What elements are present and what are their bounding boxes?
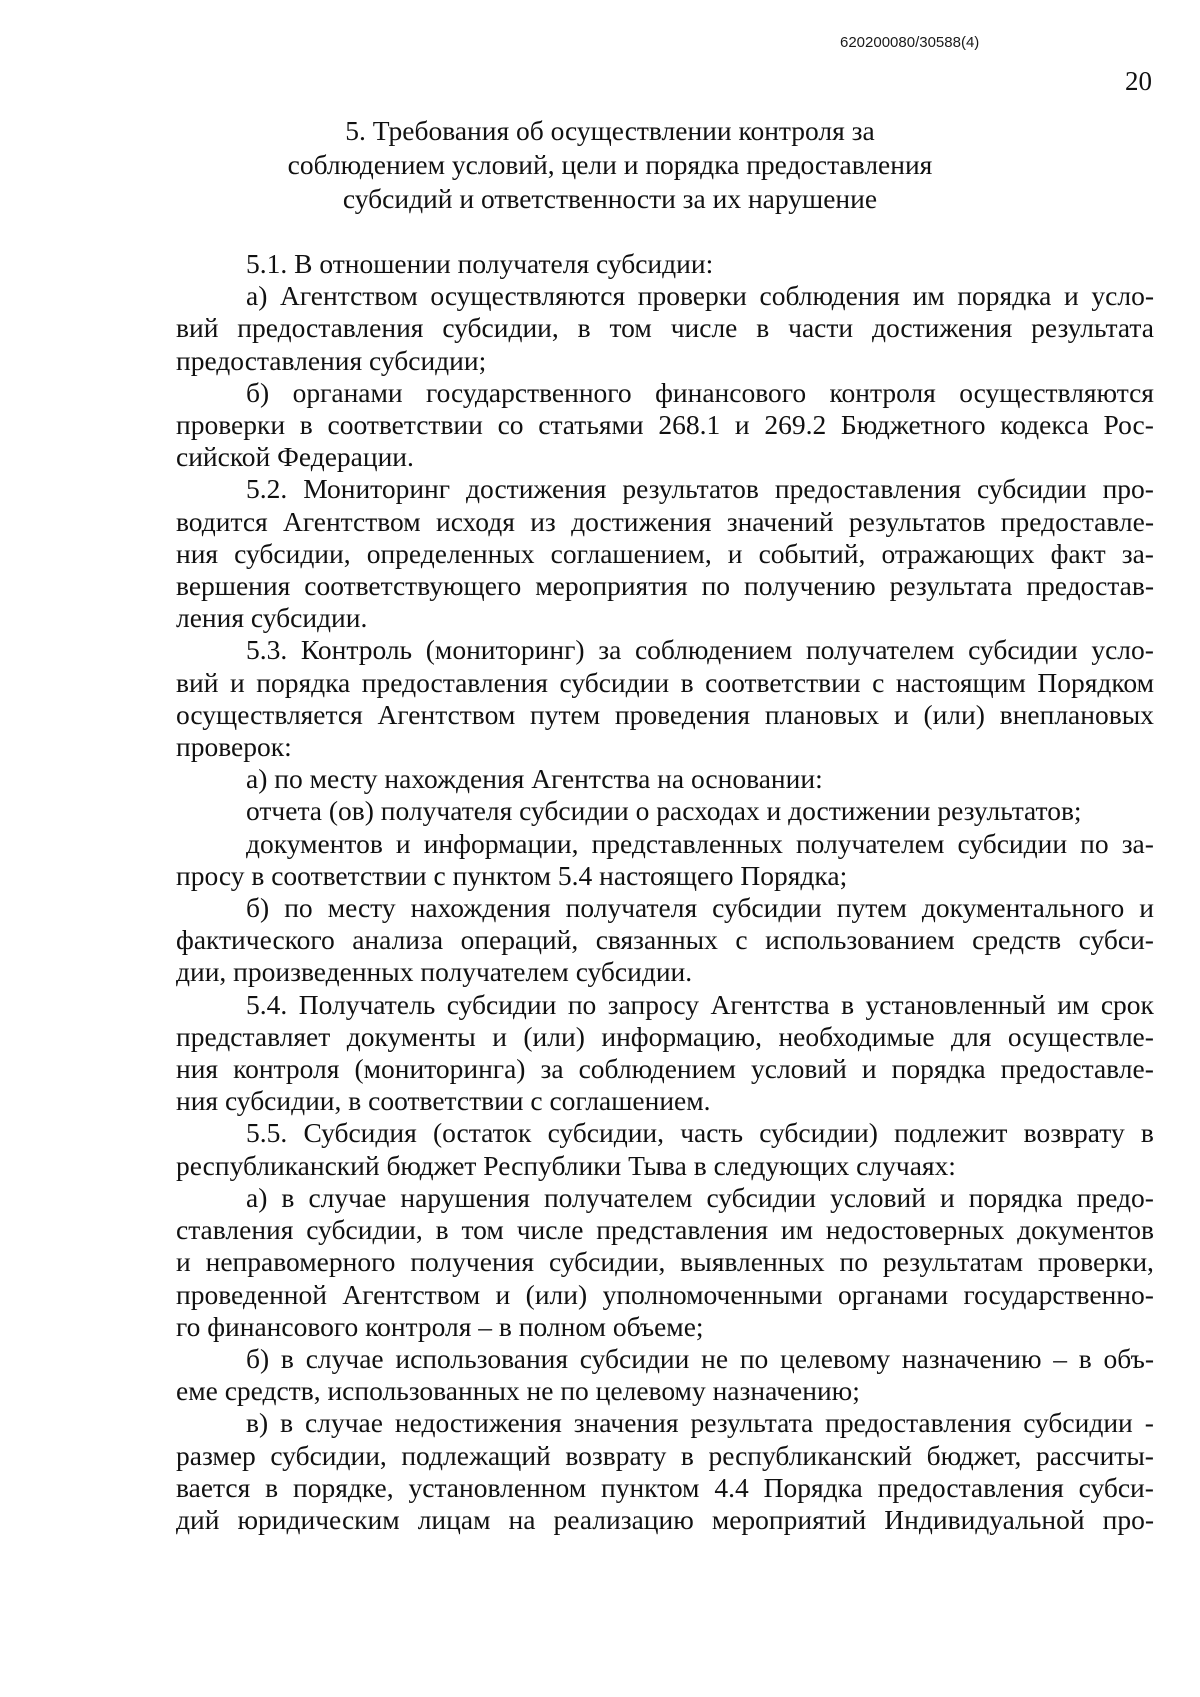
text-line: предоставления субсидии; <box>176 344 487 376</box>
text-line: вается в порядке, установленном пунктом 4.4 Порядка предоставления субси- <box>176 1471 1154 1503</box>
text-line: сийской Федерации. <box>176 441 414 473</box>
text-line: го финансового контроля – в полном объеме; <box>176 1310 704 1342</box>
text-line: б) органами государственного финансового контроля осуществляются <box>246 376 1154 408</box>
section-title-line: соблюдением условий, цели и порядка предоставления <box>287 149 933 180</box>
text-line: б) по месту нахождения получателя субсидии путем документального и <box>246 892 1154 924</box>
text-line: фактического анализа операций, связанных с использованием средств субси- <box>176 924 1154 956</box>
text-line: 5.1. В отношении получателя субсидии: <box>246 248 714 279</box>
text-line: в) в случае недостижения значения результата предоставления субсидии - <box>246 1407 1154 1439</box>
text-line: вершения соответствующего мероприятия по получению результата предостав- <box>176 570 1154 602</box>
page-number: 20 <box>1125 66 1152 96</box>
text-line: 5.3. Контроль (мониторинг) за соблюдением получателем субсидии усло- <box>246 634 1154 666</box>
text-line: дии, произведенных получателем субсидии. <box>176 956 693 988</box>
section-title <box>180 114 1040 216</box>
document-code: 620200080/30588(4) <box>840 34 980 51</box>
text-line: 5.5. Субсидия (остаток субсидии, часть субсидии) подлежит возврату в <box>246 1117 1154 1149</box>
text-line: а) Агентством осуществляются проверки соблюдения им порядка и усло- <box>246 280 1154 312</box>
text-line: ния субсидии, определенных соглашением, и событий, отражающих факт за- <box>176 537 1154 569</box>
text-line: размер субсидии, подлежащий возврату в республиканский бюджет, рассчиты- <box>176 1439 1154 1471</box>
text-line: вий и порядка предоставления субсидии в соответствии с настоящим Порядком <box>176 666 1154 698</box>
text-line: дий юридическим лицам на реализацию мероприятий Индивидуальной про- <box>176 1503 1154 1535</box>
text-line: 5.4. Получатель субсидии по запросу Агентства в установленный им срок <box>246 988 1154 1020</box>
text-line: а) в случае нарушения получателем субсидии условий и порядка предо- <box>246 1181 1154 1213</box>
text-line: и неправомерного получения субсидии, выявленных по результатам проверки, <box>176 1246 1154 1278</box>
text-line: еме средств, использованных не по целевому назначению; <box>176 1375 860 1407</box>
text-line: ставления субсидии, в том числе представления им недостоверных документов <box>176 1214 1154 1246</box>
text-line: представляет документы и (или) информацию, необходимые для осуществле- <box>176 1020 1154 1052</box>
text-line: проведенной Агентством и (или) уполномоченными органами государственно- <box>176 1278 1154 1310</box>
text-line: документов и информации, представленных получателем субсидии по за- <box>246 827 1154 859</box>
text-line: просу в соответствии с пунктом 5.4 настоящего Порядка; <box>176 859 848 891</box>
text-line: осуществляется Агентством путем проведения плановых и (или) внеплановых <box>176 698 1154 730</box>
text-line: 5.2. Мониторинг достижения результатов предоставления субсидии про- <box>246 473 1154 505</box>
text-line: ния субсидии, в соответствии с соглашением. <box>176 1085 711 1117</box>
document-body <box>176 248 1154 1536</box>
section-title-line: 5. Требования об осуществлении контроля за <box>345 115 875 146</box>
text-line: вий предоставления субсидии, в том числе в части достижения результата <box>176 312 1154 344</box>
text-line: водится Агентством исходя из достижения значений результатов предоставле- <box>176 505 1154 537</box>
text-line: б) в случае использования субсидии не по целевому назначению – в объ- <box>246 1342 1154 1374</box>
section-title-line: субсидий и ответственности за их нарушение <box>342 183 878 214</box>
text-line: проверки в соответствии со статьями 268.1 и 269.2 Бюджетного кодекса Рос- <box>176 409 1154 441</box>
text-line: а) по месту нахождения Агентства на основании: <box>246 763 823 795</box>
text-line: республиканский бюджет Республики Тыва в следующих случаях: <box>176 1149 956 1181</box>
text-line: проверок: <box>176 731 292 763</box>
text-line: ления субсидии. <box>176 602 368 634</box>
text-line: ния контроля (мониторинга) за соблюдением условий и порядка предоставле- <box>176 1053 1154 1085</box>
text-line: отчета (ов) получателя субсидии о расходах и достижении результатов; <box>246 795 1082 827</box>
